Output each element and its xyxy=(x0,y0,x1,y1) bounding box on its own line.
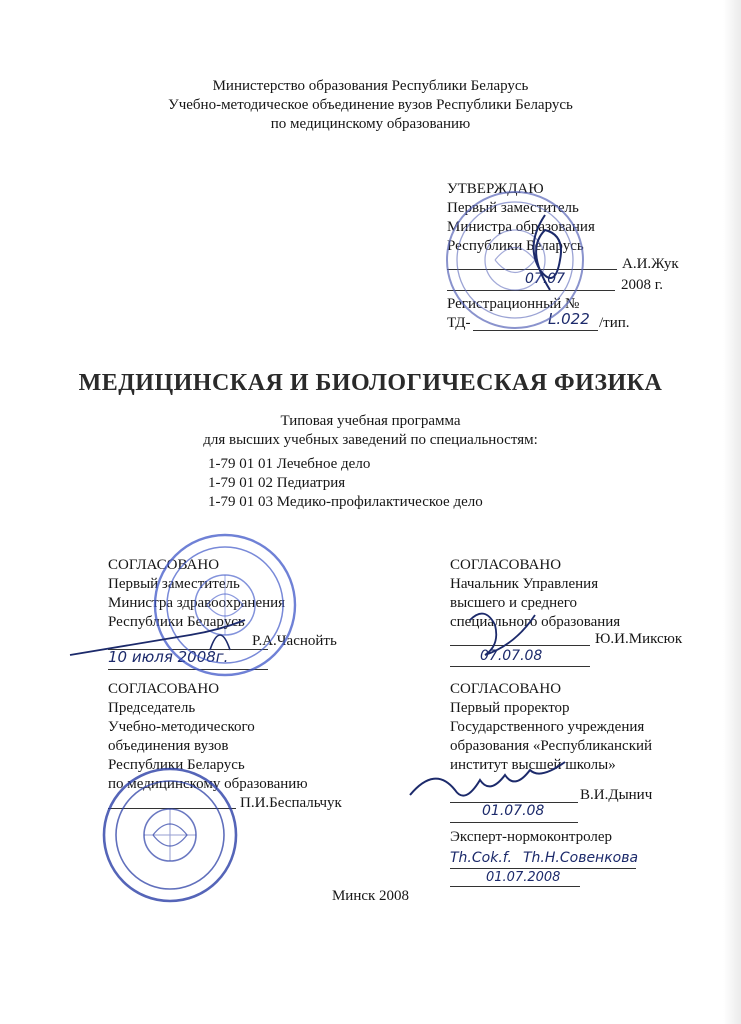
approval-date-handwritten: 07.07 xyxy=(525,271,566,287)
expert-title: Эксперт-нормоконтролер xyxy=(450,829,613,845)
agreement-rt-line-2: высшего и среднего xyxy=(450,595,578,611)
approval-role-3: Республики Беларусь xyxy=(447,238,584,254)
agreement-rt-line-1: Начальник Управления xyxy=(450,576,599,592)
agreement-rt-title: СОГЛАСОВАНО xyxy=(450,557,562,573)
registration-suffix: /тип. xyxy=(599,315,630,331)
agreement-lb-line-3: объединения вузов xyxy=(108,738,229,754)
agreement-rt-signature xyxy=(460,600,550,660)
expert-name-handwritten: Th.H.Совенкова xyxy=(523,850,639,866)
registration-number-handwritten: L.022 xyxy=(548,310,590,328)
agreement-rb-line-1: Первый проректор xyxy=(450,700,570,716)
agreement-lb-name: П.И.Беспальчук xyxy=(240,795,342,811)
agreement-lt-date-handwritten: 10 июля 2008г. xyxy=(108,648,229,666)
specialty-2: 1-79 01 02 Педиатрия xyxy=(208,475,346,491)
agreement-rt-date-line xyxy=(450,666,590,667)
registration-label: Регистрационный № xyxy=(447,296,580,312)
agreement-rb-name: В.И.Дынич xyxy=(580,787,653,803)
agreement-lt-signature xyxy=(60,600,260,670)
program-subtitle-2: для высших учебных заведений по специальностям: xyxy=(203,432,538,448)
agreement-rb-title: СОГЛАСОВАНО xyxy=(450,681,562,697)
header-line-1: Министерство образования Республики Беларусь xyxy=(212,78,529,94)
agreement-lt-line-3: Республики Беларусь xyxy=(108,614,245,630)
approval-title: УТВЕРЖДАЮ xyxy=(447,181,544,197)
expert-date-handwritten: 01.07.2008 xyxy=(486,870,561,885)
header-line-3: по медицинскому образованию xyxy=(270,116,471,132)
agreement-rt-line-3: специального образования xyxy=(450,614,621,630)
agreement-rb-line-3: образования «Республиканский xyxy=(450,738,653,754)
agreement-lt-line-1: Первый заместитель xyxy=(108,576,240,592)
agreement-rt-date-handwritten: 07.07.08 xyxy=(480,648,543,664)
agreement-lb-title: СОГЛАСОВАНО xyxy=(108,681,220,697)
scan-edge-shadow xyxy=(723,0,741,1024)
agreement-lt-title: СОГЛАСОВАНО xyxy=(108,557,220,573)
agreement-rb-line-4: институт высшей школы» xyxy=(450,757,616,773)
agreement-lb-line-5: по медицинскому образованию xyxy=(108,776,308,792)
agreement-lb-line-4: Республики Беларусь xyxy=(108,757,245,773)
agreement-lb-line-2: Учебно-методического xyxy=(108,719,255,735)
program-title: МЕДИЦИНСКАЯ И БИОЛОГИЧЕСКАЯ ФИЗИКА xyxy=(78,370,663,396)
header-line-2: Учебно-методическое объединение вузов Республики Беларусь xyxy=(168,97,573,113)
agreement-lt-name: Р.А.Часнойть xyxy=(252,633,337,649)
agreement-rb-line-2: Государственного учреждения xyxy=(450,719,645,735)
approval-role-1: Первый заместитель xyxy=(447,200,579,216)
expert-signature-line xyxy=(450,868,636,869)
approval-signature xyxy=(505,210,585,310)
expert-signature-handwritten: Th.Cok.f. xyxy=(450,850,512,866)
agreement-rb-date-line xyxy=(450,822,578,823)
specialty-1: 1-79 01 01 Лечебное дело xyxy=(208,456,371,472)
approval-role-2: Министра образования xyxy=(447,219,595,235)
agreement-lb-line-1: Председатель xyxy=(108,700,196,716)
program-subtitle-1: Типовая учебная программа xyxy=(280,413,461,429)
approval-name: А.И.Жук xyxy=(622,256,679,272)
approval-year: 2008 г. xyxy=(621,277,663,293)
agreement-rb-date-handwritten: 01.07.08 xyxy=(482,803,545,819)
agreement-rb-signature xyxy=(405,760,575,810)
agreement-rt-name: Ю.И.Миксюк xyxy=(595,631,683,647)
registration-prefix: ТД- xyxy=(447,315,471,331)
agreement-lt-line-2: Министра здравоохранения xyxy=(108,595,286,611)
city-year: Минск 2008 xyxy=(331,888,410,904)
specialty-3: 1-79 01 03 Медико-профилактическое дело xyxy=(208,494,483,510)
